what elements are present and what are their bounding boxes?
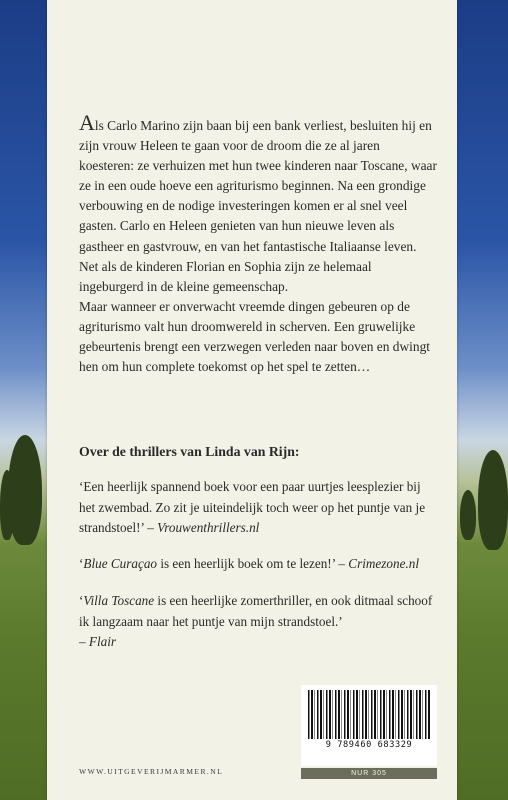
- review-1: [79, 477, 437, 539]
- cypress-tree-right-small: [460, 490, 476, 540]
- review-2-title: Blue Curaçao: [83, 556, 158, 571]
- cypress-tree-right: [478, 450, 508, 550]
- review-3-source: – Flair: [79, 634, 116, 649]
- blurb-paragraph-1-text: ls Carlo Marino zijn baan bij een bank verliest, besluiten hij en zijn vrouw Heleen te gaan voor de droom die ze al jaren koesteren: ze verhuizen met hun twee kinderen naar Toscane, waar ze in een oude hoeve een agriturismo beginnen. Na een grondige verbouwing en de nodige investeringen komen er al snel veel gasten. Carlo en Heleen genieten van hun nieuwe leven als gastheer en gastvrouw, en van het fantastische Italiaanse leven. Net als de kinderen Florian en Sophia zijn ze helemaal ingeburgerd in de kleine gemeenschap.: [79, 118, 437, 294]
- reviews-heading: Over de thrillers van Linda van Rijn:: [79, 444, 300, 459]
- review-3-title: Villa Toscane: [83, 593, 155, 608]
- review-3-text: is een heerlijke zomerthriller, en ook ditmaal schoof ik langzaam naar het puntje van mijn strandstoel.’: [79, 593, 433, 629]
- review-2: ‘Blue Curaçao is een heerlijk boek om te lezen!’ – Crimezone.nl: [79, 556, 419, 571]
- review-2-source: Crimezone.nl: [348, 556, 419, 571]
- blurb: [79, 110, 437, 377]
- blurb-paragraph-1: [79, 110, 437, 297]
- review-3: ‘Villa Toscane is een heerlijke zomerthriller, en ook ditmaal schoof ik langzaam naar het puntje van mijn strandstoel.’ – Flair: [79, 591, 437, 653]
- barcode-bars: [308, 690, 430, 739]
- review-2-text: is een heerlijk boek om te lezen!’ –: [157, 556, 349, 571]
- nur-code: NUR 305: [301, 768, 437, 779]
- review-1-text: ‘Een heerlijk spannend boek voor een paar uurtjes leesplezier bij het zwembad. Zo zit je uiteindelijk toch weer op het puntje van je strandstoel!’ –: [79, 479, 426, 535]
- publisher-website: WWW.UITGEVERIJMARMER.NL: [79, 767, 224, 776]
- review-1-source: Vrouwenthrillers.nl: [157, 520, 260, 535]
- cypress-tree-left-small: [0, 470, 14, 540]
- drop-cap: A: [79, 110, 95, 135]
- barcode: [301, 685, 437, 766]
- isbn-number: 9 789460 683329: [325, 740, 413, 750]
- blurb-paragraph-2: Maar wanneer er onverwacht vreemde dingen gebeuren op de agriturismo valt hun droomwereld in scherven. Een gruwelijke gebeurtenis brengt een verzwegen verleden naar boven en dwingt hen om hun complete toekomst op het spel te zetten…: [79, 298, 430, 375]
